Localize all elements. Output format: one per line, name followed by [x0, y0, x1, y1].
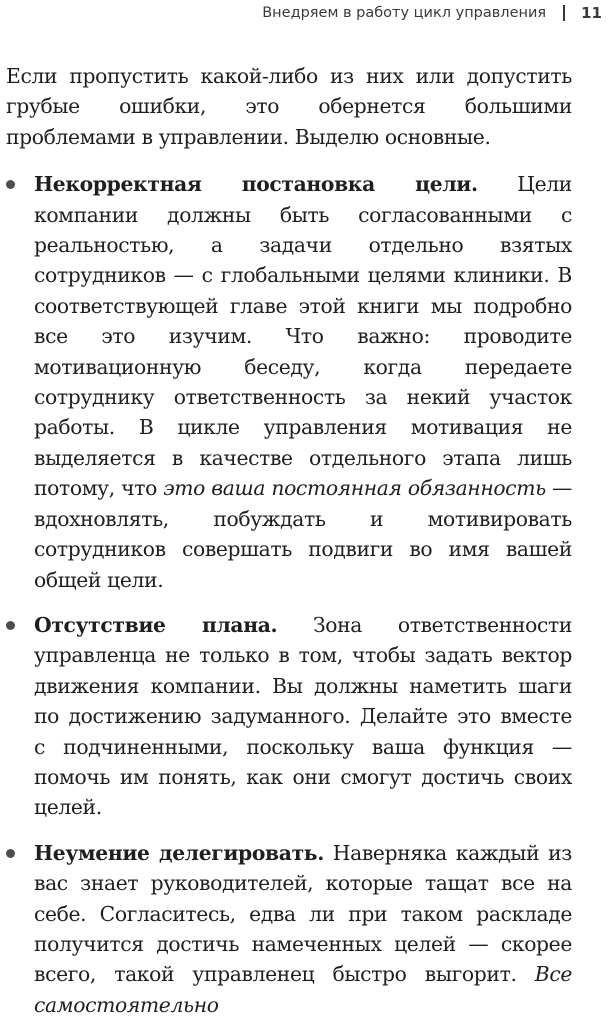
list-item-title: Некорректная постановка цели. [34, 172, 478, 197]
list-item-text-continued: — вдохновлять, побуждать и мотивировать сотрудников совершать подвиги во имя вашей общей цели. [34, 476, 572, 592]
list-item [6, 838, 572, 1020]
list-item-text: Зона ответственности управленца не только в том, чтобы задать вектор движения компании. Вы должны наметить шаги по достижению задуманного. Делайте это вместе с подчиненными, поскольку ваша функция — помочь им понять, как они смогут достичь своих целей. [34, 612, 572, 820]
list-item-emphasis: это ваша постоянная обязанность [163, 476, 546, 501]
page-body [6, 61, 572, 1020]
list-item-title: Неумение делегировать. [34, 840, 324, 865]
list-item [6, 169, 572, 595]
list-item [6, 610, 572, 823]
intro-paragraph: Если пропустить какой-либо из них или допустить грубые ошибки, это обернется большими проблемами в управлении. Выделю основные. [6, 64, 572, 149]
bullet-dot-icon [6, 180, 15, 189]
list-item-text: Наверняка каждый из вас знает руководителей, которые тащат все на себе. Согласитесь, едва ли при таком раскладе получится достичь намеченных целей — скорее всего, такой управленец быстро выгорит. [34, 840, 572, 987]
page-number: 11 [581, 4, 602, 22]
header-separator [563, 5, 565, 21]
bullet-list [6, 169, 572, 1020]
list-item-title: Отсутствие плана. [34, 612, 278, 637]
list-item-emphasis: Все самостоятельно [34, 962, 572, 1017]
list-item-text: Цели компании должны быть согласованными с реальностью, а задачи отдельно взятых сотрудников — с глобальными целями клиники. В соответствующей главе этой книги мы подробно все это изучим. Что важно: проводите мотивационную беседу, когда передаете сотруднику ответственность за некий участок работы. В цикле управления мотивация не выделяется в качестве отдельного этапа лишь потому, что [34, 172, 572, 501]
bullet-dot-icon [6, 621, 15, 630]
chapter-title: Внедряем в работу цикл управления [262, 5, 547, 21]
running-header [262, 2, 602, 24]
bullet-dot-icon [6, 849, 15, 858]
